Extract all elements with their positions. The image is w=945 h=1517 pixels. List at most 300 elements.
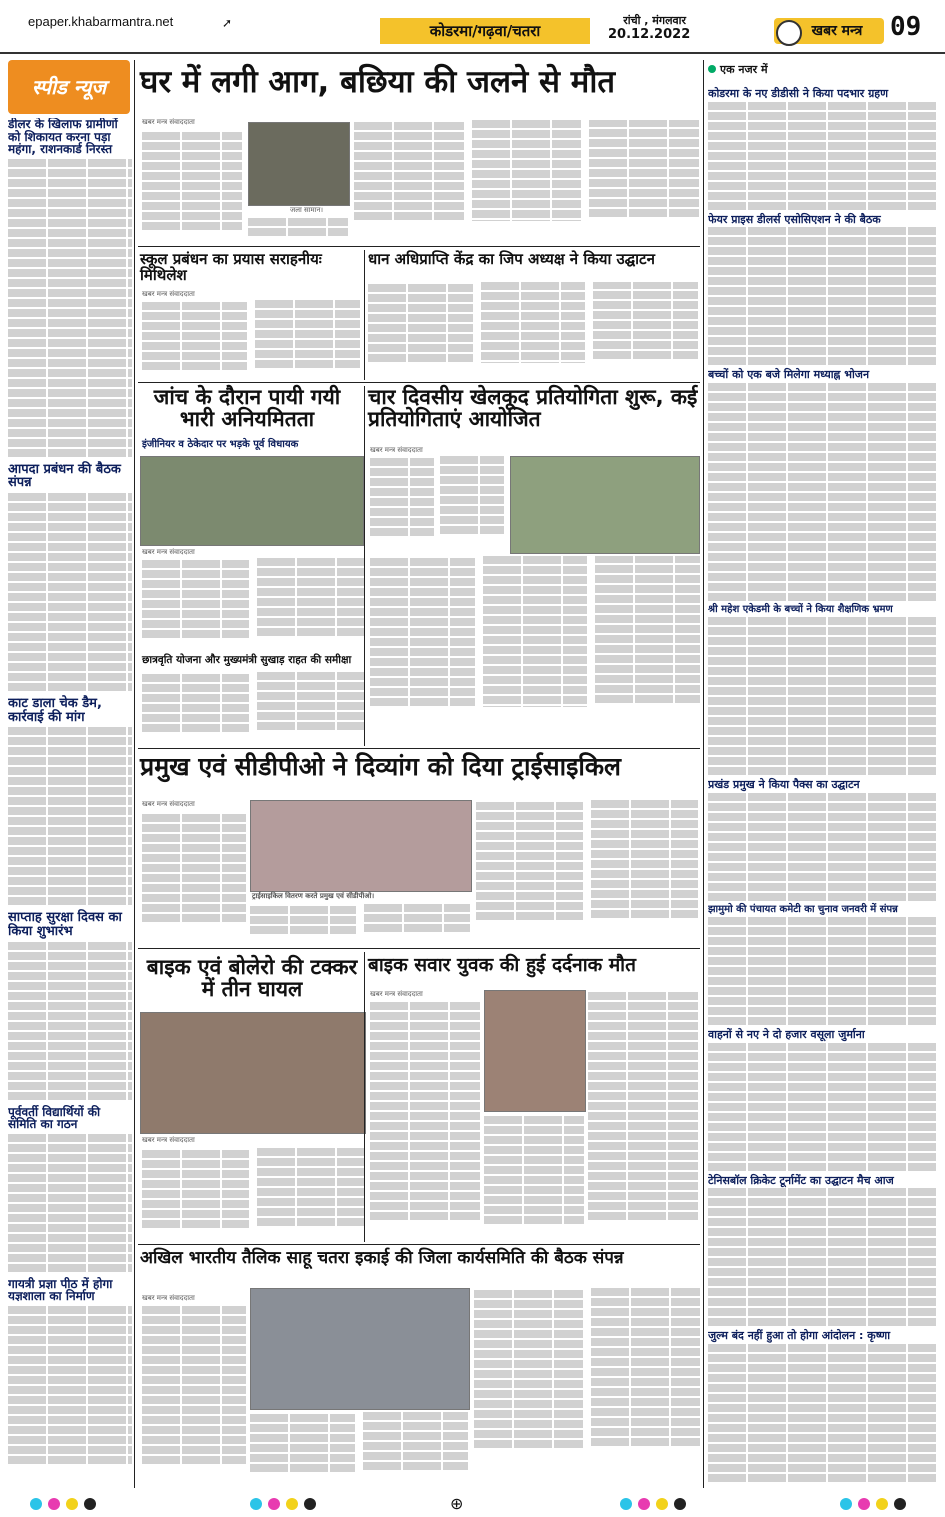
text-line bbox=[257, 568, 364, 576]
text-line bbox=[8, 249, 132, 257]
text-line bbox=[708, 1007, 936, 1015]
text-line bbox=[708, 247, 936, 255]
text-line bbox=[595, 665, 700, 673]
text-line bbox=[708, 1474, 936, 1482]
text-line bbox=[708, 463, 936, 471]
column-divider bbox=[364, 952, 365, 1242]
right-item-4-title: श्री महेश एकेडमी के बच्चों ने किया शैक्षणिक भ्रमण bbox=[708, 603, 893, 615]
text-line bbox=[8, 429, 132, 437]
text-line bbox=[142, 322, 247, 330]
column-divider bbox=[364, 250, 365, 380]
text-line bbox=[8, 593, 132, 601]
text-line bbox=[142, 874, 246, 882]
text-line bbox=[440, 506, 504, 514]
text-line bbox=[250, 1424, 355, 1432]
text-line bbox=[370, 568, 475, 576]
text-line bbox=[142, 610, 249, 618]
text-line bbox=[591, 820, 698, 828]
text-line bbox=[255, 360, 360, 368]
text-line bbox=[708, 677, 936, 685]
text-line bbox=[8, 1224, 132, 1232]
text-line bbox=[142, 824, 246, 832]
text-line bbox=[589, 149, 699, 157]
text-line bbox=[8, 1244, 132, 1252]
text-line bbox=[142, 704, 249, 712]
text-line bbox=[8, 952, 132, 960]
text-line bbox=[591, 870, 698, 878]
text-line bbox=[591, 1438, 700, 1446]
text-line bbox=[483, 576, 588, 584]
text-line bbox=[142, 1436, 246, 1444]
article-text-block bbox=[476, 800, 698, 944]
text-line bbox=[257, 702, 364, 710]
text-line bbox=[8, 1062, 132, 1070]
text-line bbox=[708, 493, 936, 501]
text-line bbox=[472, 190, 582, 198]
photo-meeting bbox=[250, 1288, 470, 1410]
text-line bbox=[370, 1002, 480, 1010]
row-divider bbox=[138, 246, 700, 247]
text-line bbox=[483, 596, 588, 604]
text-line bbox=[476, 852, 583, 860]
text-line bbox=[142, 1190, 249, 1198]
text-line bbox=[472, 180, 582, 188]
text-line bbox=[708, 803, 936, 811]
text-line bbox=[708, 307, 936, 315]
text-line bbox=[591, 840, 698, 848]
photo-caption: जला सामान। bbox=[290, 206, 324, 214]
sidebar-item-2-title: आपदा प्रबंधन की बैठक संपन्न bbox=[8, 461, 121, 491]
text-line bbox=[484, 1216, 584, 1224]
text-line bbox=[248, 228, 348, 236]
text-line bbox=[708, 717, 936, 725]
text-line bbox=[8, 1346, 132, 1354]
text-line bbox=[708, 883, 936, 891]
text-line bbox=[593, 301, 698, 309]
text-line bbox=[593, 321, 698, 329]
text-line bbox=[591, 1338, 700, 1346]
sidebar-item-3-title: काट डाला चेक डैम, कार्रवाई की मांग bbox=[8, 696, 102, 725]
text-line bbox=[8, 1234, 132, 1242]
text-line bbox=[708, 947, 936, 955]
text-line bbox=[484, 1186, 584, 1194]
text-line bbox=[255, 300, 360, 308]
text-line bbox=[474, 1400, 583, 1408]
article-text-block bbox=[142, 1304, 246, 1484]
text-line bbox=[8, 543, 132, 551]
text-line bbox=[255, 330, 360, 338]
text-line bbox=[708, 102, 936, 110]
text-line bbox=[8, 189, 132, 197]
text-line bbox=[588, 1192, 698, 1200]
text-line bbox=[591, 830, 698, 838]
text-line bbox=[8, 1022, 132, 1030]
text-line bbox=[708, 1153, 936, 1161]
text-line bbox=[588, 1102, 698, 1110]
photo-inspection bbox=[140, 456, 364, 546]
text-line bbox=[142, 352, 247, 360]
text-line bbox=[708, 132, 936, 140]
text-line bbox=[8, 289, 132, 297]
text-line bbox=[363, 1442, 468, 1450]
text-line bbox=[8, 727, 132, 735]
text-line bbox=[708, 977, 936, 985]
text-line bbox=[8, 633, 132, 641]
text-line bbox=[481, 352, 586, 360]
text-line bbox=[708, 863, 936, 871]
text-line bbox=[593, 341, 698, 349]
text-line bbox=[708, 1308, 936, 1316]
photo-victim-portrait bbox=[484, 990, 586, 1112]
text-line bbox=[257, 608, 364, 616]
text-line bbox=[588, 1182, 698, 1190]
text-line bbox=[595, 675, 700, 683]
text-line bbox=[370, 1032, 480, 1040]
text-line bbox=[370, 648, 475, 656]
text-line bbox=[8, 239, 132, 247]
text-line bbox=[8, 339, 132, 347]
text-line bbox=[708, 1198, 936, 1206]
byline: खबर मन्त्र संवाददाता bbox=[142, 1136, 195, 1144]
text-line bbox=[250, 1414, 355, 1422]
text-line bbox=[588, 1172, 698, 1180]
text-line bbox=[588, 1022, 698, 1030]
text-line bbox=[708, 513, 936, 521]
text-line bbox=[708, 413, 936, 421]
text-line bbox=[8, 897, 132, 905]
text-line bbox=[142, 590, 249, 598]
text-line bbox=[8, 583, 132, 591]
text-line bbox=[474, 1410, 583, 1418]
text-line bbox=[8, 1396, 132, 1404]
text-line bbox=[142, 814, 246, 822]
row-divider bbox=[138, 748, 700, 749]
text-line bbox=[483, 616, 588, 624]
text-line bbox=[593, 351, 698, 359]
text-line bbox=[8, 199, 132, 207]
text-line bbox=[483, 636, 588, 644]
text-line bbox=[708, 853, 936, 861]
text-line bbox=[8, 867, 132, 875]
text-line bbox=[708, 967, 936, 975]
article-text-block bbox=[484, 1114, 584, 1240]
text-line bbox=[708, 1384, 936, 1392]
text-line bbox=[588, 1052, 698, 1060]
text-line bbox=[8, 1134, 132, 1142]
right-item-6-title: झामुमो की पंचायत कमेटी का चुनाव जनवरी में संपन्न bbox=[708, 903, 898, 915]
text-line bbox=[591, 1298, 700, 1306]
text-line bbox=[440, 526, 504, 534]
text-line bbox=[708, 1083, 936, 1091]
sidebar-column bbox=[8, 118, 132, 1488]
text-line bbox=[593, 311, 698, 319]
text-line bbox=[708, 1434, 936, 1442]
text-line bbox=[595, 565, 700, 573]
text-line bbox=[257, 628, 364, 636]
text-line bbox=[8, 797, 132, 805]
text-line bbox=[595, 685, 700, 693]
text-line bbox=[8, 159, 132, 167]
text-line bbox=[708, 1364, 936, 1372]
text-line bbox=[8, 1416, 132, 1424]
text-line bbox=[142, 132, 242, 140]
text-line bbox=[8, 259, 132, 267]
text-line bbox=[370, 1052, 480, 1060]
text-line bbox=[8, 673, 132, 681]
text-line bbox=[476, 822, 583, 830]
text-line bbox=[142, 914, 246, 922]
text-line bbox=[354, 182, 464, 190]
text-line bbox=[591, 1428, 700, 1436]
text-line bbox=[474, 1320, 583, 1328]
text-line bbox=[595, 655, 700, 663]
text-line bbox=[588, 1002, 698, 1010]
text-line bbox=[708, 237, 936, 245]
text-line bbox=[708, 627, 936, 635]
text-line bbox=[370, 1102, 480, 1110]
text-line bbox=[474, 1300, 583, 1308]
text-line bbox=[8, 1002, 132, 1010]
text-line bbox=[588, 1132, 698, 1140]
text-line bbox=[257, 682, 364, 690]
text-line bbox=[370, 1162, 480, 1170]
text-line bbox=[440, 456, 504, 464]
text-line bbox=[142, 1356, 246, 1364]
text-line bbox=[370, 508, 434, 516]
site-url[interactable]: epaper.khabarmantra.net bbox=[28, 14, 174, 29]
byline: खबर मन्त्र संवाददाता bbox=[142, 800, 195, 808]
text-line bbox=[476, 842, 583, 850]
text-line bbox=[370, 498, 434, 506]
article-text-block bbox=[142, 130, 242, 240]
text-line bbox=[8, 1144, 132, 1152]
subhead-jaanch: इंजीनियर व ठेकेदार पर भड़के पूर्व विधायक bbox=[142, 439, 299, 450]
edition-tag: कोडरमा/गढ़वा/चतरा bbox=[380, 18, 590, 44]
text-line bbox=[8, 1032, 132, 1040]
row-divider bbox=[138, 382, 700, 383]
text-line bbox=[363, 1462, 468, 1470]
article-text-block bbox=[142, 300, 360, 380]
text-line bbox=[8, 747, 132, 755]
text-line bbox=[483, 586, 588, 594]
text-line bbox=[589, 129, 699, 137]
text-line bbox=[708, 142, 936, 150]
text-line bbox=[476, 832, 583, 840]
text-line bbox=[368, 334, 473, 342]
text-line bbox=[142, 1316, 246, 1324]
text-line bbox=[370, 1132, 480, 1140]
text-line bbox=[708, 823, 936, 831]
text-line bbox=[354, 192, 464, 200]
text-line bbox=[595, 635, 700, 643]
text-line bbox=[708, 1278, 936, 1286]
text-line bbox=[708, 1414, 936, 1422]
text-line bbox=[708, 1288, 936, 1296]
text-line bbox=[257, 588, 364, 596]
text-line bbox=[8, 523, 132, 531]
text-line bbox=[8, 1406, 132, 1414]
text-line bbox=[8, 1446, 132, 1454]
text-line bbox=[481, 302, 586, 310]
byline: खबर मन्त्र संवाददाता bbox=[142, 118, 195, 126]
text-line bbox=[595, 695, 700, 703]
text-line bbox=[142, 1376, 246, 1384]
text-line bbox=[708, 697, 936, 705]
text-line bbox=[481, 282, 586, 290]
byline: खबर मन्त्र संवाददाता bbox=[142, 290, 195, 298]
text-line bbox=[8, 837, 132, 845]
text-line bbox=[142, 212, 242, 220]
text-line bbox=[8, 513, 132, 521]
text-line bbox=[474, 1370, 583, 1378]
text-line bbox=[8, 169, 132, 177]
article-text-block bbox=[370, 456, 504, 552]
text-line bbox=[708, 957, 936, 965]
text-line bbox=[142, 864, 246, 872]
text-line bbox=[8, 219, 132, 227]
text-line bbox=[8, 603, 132, 611]
article-text-block bbox=[250, 904, 470, 944]
text-line bbox=[142, 1366, 246, 1374]
text-line bbox=[8, 1436, 132, 1444]
text-line bbox=[8, 553, 132, 561]
text-line bbox=[8, 1042, 132, 1050]
text-line bbox=[483, 556, 588, 564]
text-line bbox=[708, 767, 936, 775]
text-line bbox=[370, 598, 475, 606]
text-line bbox=[481, 312, 586, 320]
text-line bbox=[142, 222, 242, 230]
text-line bbox=[588, 1152, 698, 1160]
text-line bbox=[257, 712, 364, 720]
text-line bbox=[370, 518, 434, 526]
text-line bbox=[472, 130, 582, 138]
text-line bbox=[257, 1148, 364, 1156]
right-item-1-title: कोडरमा के नए डीडीसी ने किया पदभार ग्रहण bbox=[708, 87, 889, 100]
text-line bbox=[8, 1164, 132, 1172]
text-line bbox=[483, 686, 588, 694]
text-line bbox=[363, 1412, 468, 1420]
article-text-block bbox=[474, 1288, 700, 1484]
headline-bike-death: बाइक सवार युवक की हुई दर्दनाक मौत bbox=[368, 954, 636, 976]
text-line bbox=[476, 902, 583, 910]
headline-school: स्कूल प्रबंधन का प्रयास सराहनीयः मिथिलेश bbox=[140, 250, 322, 284]
text-line bbox=[370, 658, 475, 666]
text-line bbox=[142, 1150, 249, 1158]
text-line bbox=[708, 423, 936, 431]
text-line bbox=[484, 1116, 584, 1124]
right-item-7-title: वाहनों से नए ने दो हजार वसूला जुर्माना bbox=[708, 1028, 865, 1042]
text-line bbox=[483, 626, 588, 634]
text-line bbox=[588, 1162, 698, 1170]
text-line bbox=[370, 588, 475, 596]
text-line bbox=[595, 605, 700, 613]
text-line bbox=[483, 606, 588, 614]
text-line bbox=[8, 399, 132, 407]
text-line bbox=[8, 827, 132, 835]
text-line bbox=[591, 910, 698, 918]
headline-teli-sahu: अखिल भारतीय तैलिक साहू चतरा इकाई की जिला कार्यसमिति की बैठक संपन्न bbox=[140, 1248, 624, 1268]
text-line bbox=[8, 533, 132, 541]
text-line bbox=[483, 566, 588, 574]
text-line bbox=[440, 516, 504, 524]
text-line bbox=[588, 1112, 698, 1120]
text-line bbox=[595, 575, 700, 583]
headline-khel: चार दिवसीय खेलकूद प्रतियोगिता शुरू, कई प्रतियोगिताएं आयोजित bbox=[368, 385, 698, 432]
text-line bbox=[142, 342, 247, 350]
sidebar-item-1-title: डीलर के खिलाफ ग्रामीणों को शिकायत करना पड़ा महंगा, राशनकार्ड निरस्त bbox=[8, 118, 118, 157]
text-line bbox=[591, 1398, 700, 1406]
text-line bbox=[708, 573, 936, 581]
article-text-block bbox=[588, 990, 698, 1240]
right-column bbox=[708, 86, 936, 1484]
text-line bbox=[257, 1208, 364, 1216]
text-line bbox=[708, 1374, 936, 1382]
text-line bbox=[257, 558, 364, 566]
text-line bbox=[474, 1350, 583, 1358]
text-line bbox=[595, 595, 700, 603]
text-line bbox=[591, 1378, 700, 1386]
text-line bbox=[257, 1158, 364, 1166]
text-line bbox=[483, 696, 588, 704]
text-line bbox=[589, 169, 699, 177]
text-line bbox=[708, 267, 936, 275]
text-line bbox=[370, 558, 475, 566]
text-line bbox=[142, 1386, 246, 1394]
text-line bbox=[255, 350, 360, 358]
text-line bbox=[8, 887, 132, 895]
text-line bbox=[708, 182, 936, 190]
text-line bbox=[257, 1218, 364, 1226]
text-line bbox=[8, 449, 132, 457]
text-line bbox=[8, 1184, 132, 1192]
pointer-icon: ➚ bbox=[222, 16, 233, 30]
text-line bbox=[593, 331, 698, 339]
text-line bbox=[354, 132, 464, 140]
text-line bbox=[142, 1336, 246, 1344]
text-line bbox=[708, 297, 936, 305]
text-line bbox=[708, 383, 936, 391]
text-line bbox=[142, 724, 249, 732]
text-line bbox=[474, 1290, 583, 1298]
text-line bbox=[8, 663, 132, 671]
text-line bbox=[708, 453, 936, 461]
text-line bbox=[708, 1344, 936, 1352]
text-line bbox=[476, 912, 583, 920]
text-line bbox=[8, 643, 132, 651]
text-line bbox=[472, 140, 582, 148]
text-line bbox=[472, 210, 582, 218]
text-line bbox=[708, 1298, 936, 1306]
text-line bbox=[8, 877, 132, 885]
text-line bbox=[364, 924, 470, 932]
text-line bbox=[476, 802, 583, 810]
text-line bbox=[708, 337, 936, 345]
text-line bbox=[708, 813, 936, 821]
text-line bbox=[8, 1306, 132, 1314]
text-line bbox=[708, 327, 936, 335]
text-line bbox=[370, 1062, 480, 1070]
text-line bbox=[708, 1103, 936, 1111]
article-text-block bbox=[142, 558, 364, 648]
article-text-block bbox=[142, 812, 246, 932]
text-line bbox=[257, 1178, 364, 1186]
text-line bbox=[8, 1154, 132, 1162]
text-line bbox=[8, 279, 132, 287]
text-line bbox=[8, 807, 132, 815]
crosshair-icon: ⊕ bbox=[450, 1494, 464, 1513]
text-line bbox=[589, 209, 699, 217]
